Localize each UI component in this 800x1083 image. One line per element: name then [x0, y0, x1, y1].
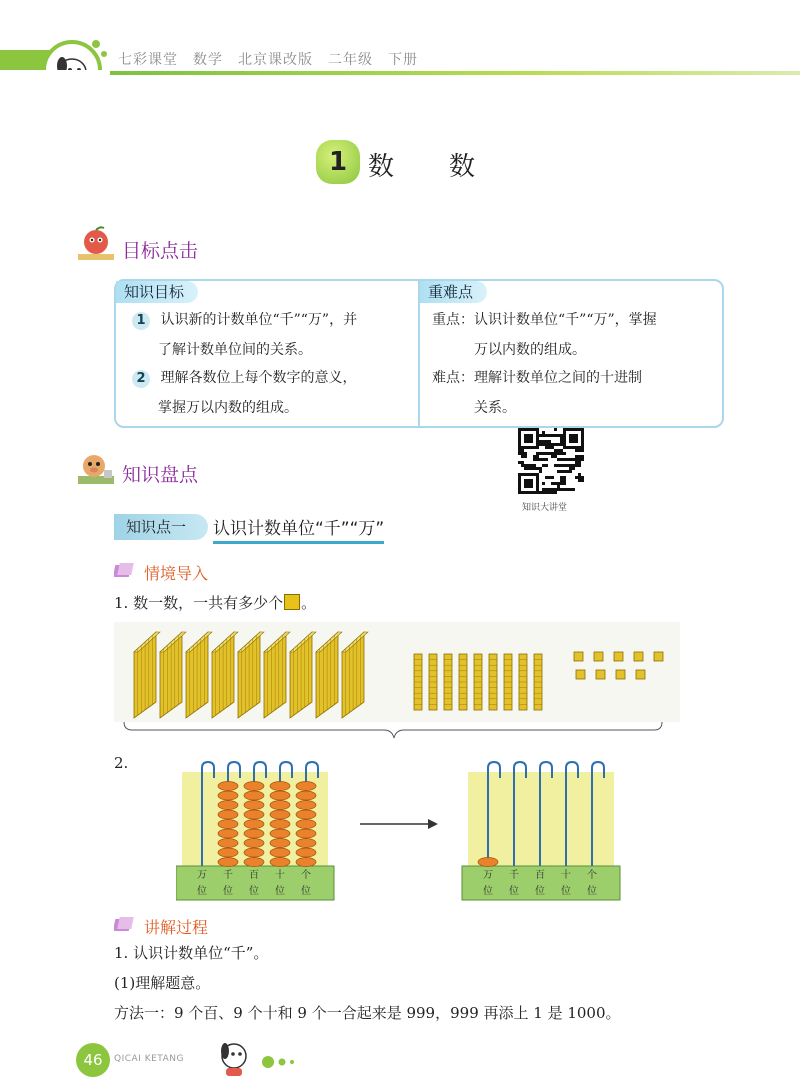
abacus-bead — [218, 848, 238, 857]
unit-cube — [634, 652, 643, 661]
abacus-bead — [244, 820, 264, 829]
notebook-icon — [114, 916, 136, 934]
apple-mascot-icon — [76, 226, 116, 262]
abacus-right — [462, 762, 620, 900]
place-label: 位 — [535, 886, 545, 897]
header-rule — [110, 71, 800, 75]
unit-cube — [596, 670, 605, 679]
knowledge-goals-tab: 知识目标 — [116, 281, 198, 303]
abacus-bead — [244, 791, 264, 800]
abacus-bead — [244, 829, 264, 838]
unit-cube — [614, 652, 623, 661]
knowledge-item-2 — [132, 363, 356, 393]
place-label: 个 — [587, 870, 597, 881]
knowledge-item-1-line-2: 了解计数单位间的关系。 — [158, 342, 312, 358]
page-number: 46 — [76, 1043, 110, 1077]
notebook-icon — [114, 562, 136, 580]
place-label: 位 — [275, 886, 285, 897]
abacus-bead — [270, 820, 290, 829]
difficulty-item-2-line-2: 关系。 — [474, 400, 516, 416]
abacus-bead — [270, 848, 290, 857]
abacus-bead — [244, 839, 264, 848]
abacus-bead — [296, 820, 316, 829]
abacus-bead — [296, 810, 316, 819]
abacus-bead — [296, 782, 316, 791]
place-label: 位 — [197, 886, 207, 897]
abacus-bead — [270, 801, 290, 810]
place-label: 位 — [249, 886, 259, 897]
abacus-bead — [296, 839, 316, 848]
place-label: 千 — [509, 870, 519, 881]
abacus-bead — [296, 791, 316, 800]
abacus-bead — [244, 801, 264, 810]
abacus-bead — [270, 839, 290, 848]
abacus-bead — [218, 858, 238, 867]
place-label: 位 — [509, 886, 519, 897]
abacus-bead — [296, 801, 316, 810]
difficulty-item-1 — [432, 305, 657, 335]
abacus-bead — [218, 839, 238, 848]
explain-line-3: 方法一：9 个百、9 个十和 9 个一合起来是 999，999 再添上 1 是 1000。 — [114, 1004, 621, 1022]
difficulty-tab: 重难点 — [420, 281, 487, 303]
explain-heading: 讲解过程 — [144, 918, 209, 937]
difficulty-label: 难点： — [432, 370, 474, 386]
place-label: 位 — [483, 886, 493, 897]
abacus-bead — [244, 858, 264, 867]
chapter-title: 数 数 — [368, 152, 477, 182]
difficulty-item-1-line-1: 认识计数单位“千”“万”，掌握 — [474, 312, 657, 328]
knowledge-item-2-line-2: 掌握万以内数的组成。 — [158, 400, 298, 416]
question-1-text: 1. 数一数，一共有多少个 — [114, 594, 284, 612]
item-number-bullet: 2 — [132, 370, 150, 388]
place-label: 位 — [223, 886, 233, 897]
unit-cube — [594, 652, 603, 661]
explain-line-2: (1)理解题意。 — [114, 974, 211, 992]
arrow-head — [428, 819, 438, 829]
abacus-bead — [218, 801, 238, 810]
difficulty-item-1-line-2: 万以内数的组成。 — [474, 342, 586, 358]
abacus-bead — [218, 810, 238, 819]
place-label: 百 — [249, 870, 259, 881]
abacus-bead — [270, 829, 290, 838]
difficulty-item-2-line-1: 理解计数单位之间的十进制 — [474, 370, 642, 386]
place-label: 千 — [223, 870, 233, 881]
abacus-bead — [244, 782, 264, 791]
scenario-heading: 情境导入 — [144, 564, 209, 583]
explain-line-1: 1. 认识计数单位“千”。 — [114, 944, 269, 962]
abacus-bead — [296, 829, 316, 838]
item-number-bullet: 1 — [132, 312, 150, 330]
abacus-bead — [296, 858, 316, 867]
footer-brand: QICAI KETANG — [114, 1054, 184, 1064]
place-label: 个 — [301, 870, 311, 881]
pig-mascot-icon — [76, 452, 116, 486]
question-2-label: 2. — [114, 754, 129, 772]
place-label: 位 — [561, 886, 571, 897]
unit-cube — [616, 670, 625, 679]
chapter-number-badge: 1 — [316, 140, 360, 184]
brace — [124, 722, 662, 738]
abacus-bead — [270, 791, 290, 800]
knowledge-point-title: 认识计数单位“千”“万” — [213, 514, 384, 544]
abacus-bead — [270, 858, 290, 867]
place-label: 百 — [535, 870, 545, 881]
place-label: 位 — [301, 886, 311, 897]
qr-code[interactable] — [518, 428, 584, 494]
place-label: 十 — [561, 870, 571, 881]
abacus-bead — [218, 782, 238, 791]
abacus-bead — [218, 791, 238, 800]
goals-heading: 目标点击 — [122, 240, 199, 262]
review-heading: 知识盘点 — [122, 464, 199, 486]
unit-cube — [636, 670, 645, 679]
unit-cube — [574, 652, 583, 661]
knowledge-point-tab: 知识点一 — [114, 514, 208, 540]
question-1 — [114, 592, 316, 614]
knowledge-item-1-line-1: 认识新的计数单位“千”“万”，并 — [160, 312, 358, 328]
abacus-bead — [218, 820, 238, 829]
abacus-bead — [218, 829, 238, 838]
abacus-left — [176, 762, 334, 900]
knowledge-item-2-line-1: 理解各数位上每个数字的意义， — [160, 370, 357, 386]
difficulty-label: 重点： — [432, 312, 474, 328]
header-series-text: 七彩课堂 数学 北京课改版 二年级 下册 — [118, 52, 418, 68]
qr-caption: 知识大讲堂 — [522, 503, 568, 513]
counting-blocks-illustration — [114, 622, 680, 742]
abacus-illustration — [176, 752, 626, 902]
abacus-bead — [244, 810, 264, 819]
place-label: 位 — [587, 886, 597, 897]
abacus-bead — [270, 782, 290, 791]
abacus-bead — [296, 848, 316, 857]
unit-cube — [576, 670, 585, 679]
cube-icon — [284, 594, 300, 610]
question-1-suffix: 。 — [301, 594, 317, 612]
place-label: 十 — [275, 870, 285, 881]
unit-cube — [654, 652, 663, 661]
abacus-bead — [244, 848, 264, 857]
abacus-bead — [478, 858, 498, 867]
difficulty-item-2 — [432, 363, 642, 393]
place-label: 万 — [483, 870, 493, 881]
dog-mascot-icon — [212, 1036, 302, 1080]
place-label: 万 — [197, 870, 207, 881]
knowledge-item-1 — [132, 305, 357, 335]
abacus-bead — [270, 810, 290, 819]
